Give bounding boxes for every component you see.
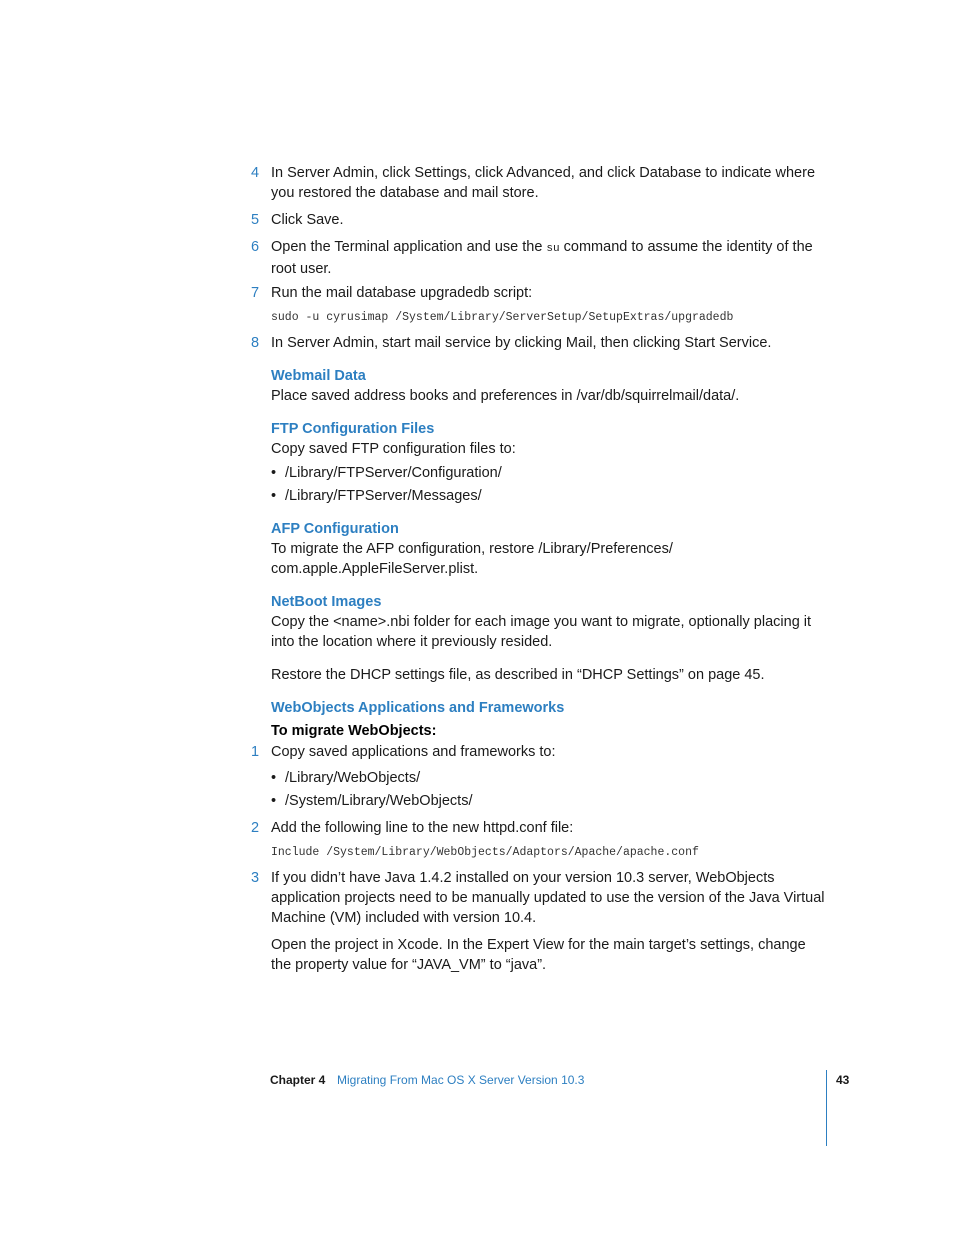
bullet-item: • /Library/FTPServer/Messages/ xyxy=(271,488,482,504)
step-number: 2 xyxy=(251,820,260,836)
step-text xyxy=(271,237,827,279)
section-heading-ftp: FTP Configuration Files xyxy=(271,421,435,437)
footer-divider xyxy=(826,1070,827,1146)
section-heading-webmail: Webmail Data xyxy=(271,368,366,384)
inline-code: su xyxy=(546,243,560,255)
step-number: 4 xyxy=(251,165,260,181)
code-line: Include /System/Library/WebObjects/Adaptors/Apache/apache.conf xyxy=(271,846,699,859)
footer-chapter-title: Migrating From Mac OS X Server Version 10.3 xyxy=(337,1073,585,1087)
bullet-icon: • xyxy=(271,793,277,809)
task-heading: To migrate WebObjects: xyxy=(271,723,437,739)
step-number: 3 xyxy=(251,870,260,886)
step-text: Add the following line to the new httpd.conf file: xyxy=(271,820,574,836)
footer-chapter: Chapter 4 xyxy=(270,1073,326,1087)
paragraph: Restore the DHCP settings file, as described in “DHCP Settings” on page 45. xyxy=(271,667,765,683)
step-text-post: command to assume the identity of the root user. xyxy=(271,239,813,277)
paragraph-line: To migrate the AFP configuration, restore /Library/Preferences/ xyxy=(271,541,673,557)
bullet-item: • /Library/WebObjects/ xyxy=(271,770,421,786)
step-number: 6 xyxy=(251,239,260,255)
section-heading-webobjects: WebObjects Applications and Frameworks xyxy=(271,700,565,716)
step-number: 8 xyxy=(251,335,260,351)
paragraph: Copy the <name>.nbi folder for each image you want to migrate, optionally placing it into the location where it previously resided. xyxy=(271,614,812,650)
step-number: 5 xyxy=(251,212,260,228)
step-text: Click Save. xyxy=(271,212,344,228)
section-heading-netboot: NetBoot Images xyxy=(271,594,382,610)
paragraph-line: com.apple.AppleFileServer.plist. xyxy=(271,561,479,577)
step-text: In Server Admin, start mail service by clicking Mail, then clicking Start Service. xyxy=(271,335,772,351)
bullet-item: • /System/Library/WebObjects/ xyxy=(271,793,473,809)
code-line: sudo -u cyrusimap /System/Library/ServerSetup/SetupExtras/upgradedb xyxy=(271,311,734,324)
step-text: Copy saved applications and frameworks to: xyxy=(271,744,556,760)
step-text: If you didn’t have Java 1.4.2 installed on your version 10.3 server, WebObjects application projects need to be manually updated to use the version of the Java Virtual Machine (VM) included with version 10.4. xyxy=(271,870,825,926)
paragraph: Place saved address books and preferences in /var/db/squirrelmail/data/. xyxy=(271,388,740,404)
step-text-pre: Open the Terminal application and use the xyxy=(271,239,547,255)
page-number: 43 xyxy=(836,1073,850,1087)
bullet-icon: • xyxy=(271,770,277,786)
paragraph: Copy saved FTP configuration files to: xyxy=(271,441,516,457)
bullet-icon: • xyxy=(271,488,277,504)
step-text: Run the mail database upgradedb script: xyxy=(271,285,533,301)
bullet-item: • /Library/FTPServer/Configuration/ xyxy=(271,465,502,481)
bullet-icon: • xyxy=(271,465,277,481)
step-text: In Server Admin, click Settings, click Advanced, and click Database to indicate where you restored the database and mail store. xyxy=(271,165,816,201)
step-number: 7 xyxy=(251,285,260,301)
step-number: 1 xyxy=(251,744,260,760)
paragraph: Open the project in Xcode. In the Expert View for the main target’s settings, change the property value for “JAVA_VM” to “java”. xyxy=(271,937,806,973)
section-heading-afp: AFP Configuration xyxy=(271,521,399,537)
